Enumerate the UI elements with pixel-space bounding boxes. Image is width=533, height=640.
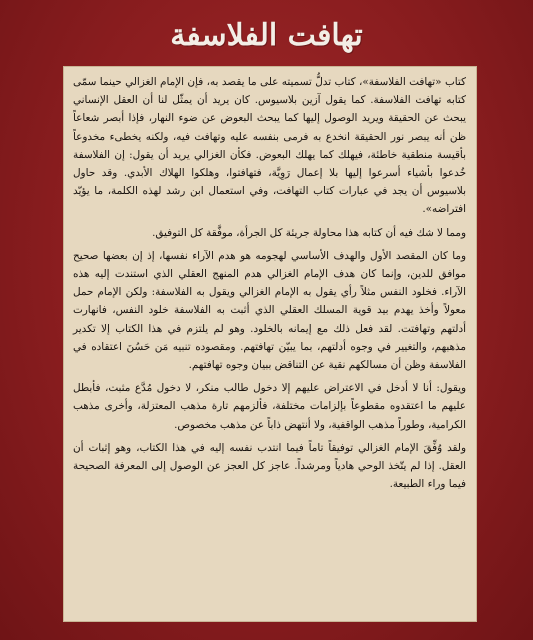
paragraph-3: وما كان المقصد الأول والهدف الأساسي لهجومه هو هدم الآراء نفسها، إذ إن بعضها صحيح موافق للدين، وإنما كان هدف الإمام الغزالي هدم المنهج العقلي الذي استندت إليه هذه الآراء. فخلود النفس مثلاً رأي يقول به الإمام الغزالي ويقول به الفلاسفة: ولكن الإمام حمل معولاً وأخذ يهدم بيد قوية المسلك العقلي الذي أثبت به الفلاسفة خلود النفس، فانهارت أدلتهم وتهافتت. لقد فعل ذلك مع إيمانه بالخلود. وهو لم يلتزم في هذا الكتاب إلا تكدير مذهبهم، والتغيير في وجوه أدلتهم، بما يبيّن تهافتهم. ومقصوده تنبيه مَن حَسُنَ اعتقاده في الفلاسفة وظن أن مسالكهم نقية عن التناقض ببيان وجوه تهافتهم. (73, 249, 466, 372)
paragraph-4: ويقول: أنا لا أدخل في الاعتراض عليهم إلا دخول طالب منكر، لا دخول مُدَّع مثبت، فأبطل عليهم ما اعتقدوه مقطوعاً بإلزامات مختلفة، فألزمهم تارة مذهب المعتزلة، وأخرى مذهب الكرامية، وطوراً مذهب الواقفية، ولا أنتهض ذاباً عن مذهب مخصوص. (73, 382, 466, 431)
book-title: تهافت الفلاسفة (170, 18, 363, 53)
paragraph-1: كتاب «تهافت الفلاسفة»، كتاب تدلُّ تسميته على ما يقصد به، فإن الإمام الغزالي حينما سمّى كتابه تهافت الفلاسفة. كما يقول آزين بلاسيوس. كان يريد أن يمثّل لنا أن العقل الإنساني يبحث عن الحقيقة ويريد الوصول إليها كما يبحث البعوض عن ضوء النهار، فإذا أبصر شعاعاً ظن أنه يبصر نور الحقيقة انخدع به فرمى بنفسه عليه وتهافت فيه، ولكنه يخطىء مخدوعاً بأقيسة منطقية خاطئة، فيهلك كما يهلك البعوض. فكأن الغزالي يريد أن يقول: إن الفلاسفة خُدعوا بأشياء أسرعوا إليها بلا إعمال رَوِيَّة، فتهافتوا، وهلكوا الهلاك الأبدي. وقد حاول بلاسيوس أن يجد في عبارات كتاب التهافت، وفي استعمال ابن رشد لهذه الكلمة، ما يؤيّد افتراضه». (73, 76, 466, 216)
paragraph-2: ومما لا شك فيه أن كتابه هذا محاولة جريئة كل الجرأة، موفَّقة كل التوفيق. (152, 226, 466, 239)
back-cover-text-panel (63, 66, 477, 622)
paragraph-5: ولقد وُفِّقَ الإمام الغزالي توفيقاً تاماً فيما انتدب نفسه إليه في هذا الكتاب، وهو إثبات أن العقل. إذا لم يتّخذ الوحي هادياً ومرشداً. عاجز كل العجز عن الوصول إلى المعرفة الصحيحة فيما وراء الطبيعة. (73, 441, 466, 491)
